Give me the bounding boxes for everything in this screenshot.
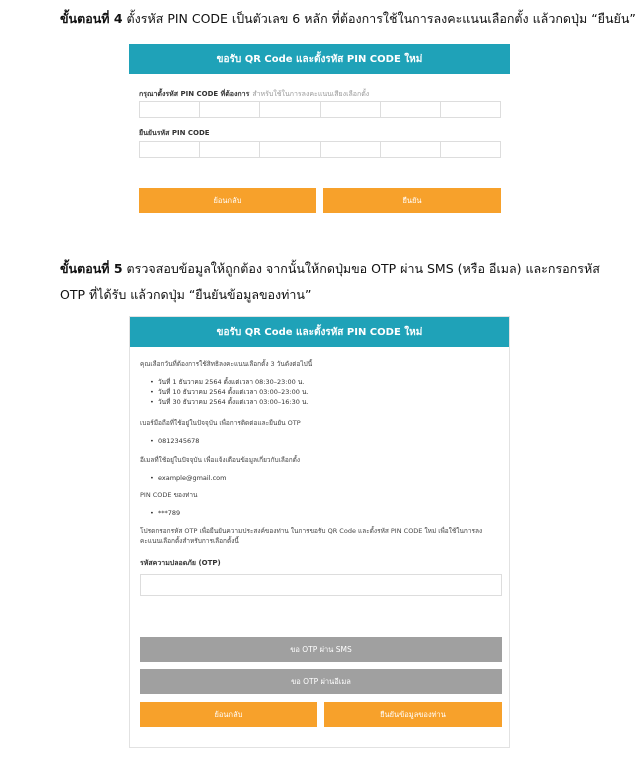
otp-sms-button[interactable]: ขอ OTP ผ่าน SMS (140, 637, 502, 662)
step-5-label: ขั้นตอนที่ 5 (60, 261, 123, 276)
pin-setup-card (129, 44, 510, 220)
back-button[interactable]: ย้อนกลับ (140, 702, 317, 727)
phone-list (150, 436, 199, 446)
dates-list (150, 377, 308, 407)
step-4-text: ตั้งรหัส PIN CODE เป็นตัวเลข 6 หลัก ที่ต้องการใช้ในการลงคะแนนเลือกตั้ง แล้วกดปุ่ม “ยืนยัน” (122, 11, 636, 26)
pin-code-label (139, 89, 369, 100)
pin-code-hint: สำหรับใช้ในการลงคะแนนเสียงเลือกตั้ง (252, 90, 370, 98)
dates-intro: คุณเลือกวันที่ต้องการใช้สิทธิลงคะแนนเลือกตั้ง 3 วันดังต่อไปนี้ (140, 360, 313, 368)
otp-confirm-card (129, 316, 510, 748)
otp-input[interactable] (140, 574, 502, 596)
back-button[interactable]: ย้อนกลับ (139, 188, 316, 213)
step-4-label: ขั้นตอนที่ 4 (60, 11, 123, 26)
pin-code-inputs (139, 101, 501, 118)
confirm-pin-digit-input[interactable] (139, 141, 200, 158)
pin-list (150, 508, 180, 518)
email-list (150, 473, 226, 483)
date-item: • วันที่ 30 ธันวาคม 2564 ตั้งแต่เวลา 03:00–16:30 น. (150, 397, 308, 407)
otp-instruction: โปรดกรอกรหัส OTP เพื่อยืนยันความประสงค์ของท่าน ในการขอรับ QR Code และตั้งรหัส PIN CODE ใหม่ เพื่อใช้ในการลงคะแนนเลือกตั้งสำหรับการเลือกตั้งนี้ (140, 527, 483, 545)
step-5-instruction (60, 256, 600, 308)
confirm-pin-digit-input[interactable] (440, 141, 501, 158)
email-value: • example@gmail.com (150, 473, 226, 483)
pin-digit-input[interactable] (320, 101, 381, 118)
card-header: ขอรับ QR Code และตั้งรหัส PIN CODE ใหม่ (129, 44, 510, 74)
confirm-pin-label: ยืนยันรหัส PIN CODE (139, 129, 210, 137)
email-intro: อีเมลที่ใช้อยู่ในปัจจุบัน เพื่อแจ้งเตือนข้อมูลเกี่ยวกับเลือกตั้ง (140, 456, 301, 464)
otp-label: รหัสความปลอดภัย (OTP) (140, 559, 221, 567)
card-header: ขอรับ QR Code และตั้งรหัส PIN CODE ใหม่ (130, 317, 509, 347)
date-item: • วันที่ 10 ธันวาคม 2564 ตั้งแต่เวลา 03:00–23:00 น. (150, 387, 308, 397)
confirm-pin-digit-input[interactable] (380, 141, 441, 158)
confirm-pin-inputs (139, 141, 501, 158)
step-4-instruction (60, 6, 636, 32)
pin-digit-input[interactable] (139, 101, 200, 118)
pin-digit-input[interactable] (440, 101, 501, 118)
confirm-info-button[interactable]: ยืนยันข้อมูลของท่าน (324, 702, 502, 727)
pin-digit-input[interactable] (380, 101, 441, 118)
phone-intro: เบอร์มือถือที่ใช้อยู่ในปัจจุบัน เพื่อการติดต่อและยืนยัน OTP (140, 419, 301, 427)
pin-digit-input[interactable] (259, 101, 320, 118)
confirm-pin-digit-input[interactable] (259, 141, 320, 158)
pin-value: • ***789 (150, 508, 180, 518)
pin-code-label-text: กรุณาตั้งรหัส PIN CODE ที่ต้องการ (139, 90, 250, 98)
date-item: • วันที่ 1 ธันวาคม 2564 ตั้งแต่เวลา 08:30–23:00 น. (150, 377, 308, 387)
pin-intro: PIN CODE ของท่าน (140, 491, 198, 499)
pin-digit-input[interactable] (199, 101, 260, 118)
confirm-pin-digit-input[interactable] (199, 141, 260, 158)
confirm-pin-digit-input[interactable] (320, 141, 381, 158)
otp-email-button[interactable]: ขอ OTP ผ่านอีเมล (140, 669, 502, 694)
phone-value: • 0812345678 (150, 436, 199, 446)
confirm-button[interactable]: ยืนยัน (323, 188, 501, 213)
step-5-text: ตรวจสอบข้อมูลให้ถูกต้อง จากนั้นให้กดปุ่มขอ OTP ผ่าน SMS (หรือ อีเมล) และกรอกรหัส OTP ที่ได้รับ แล้วกดปุ่ม “ยืนยันข้อมูลของท่าน” (60, 261, 600, 302)
